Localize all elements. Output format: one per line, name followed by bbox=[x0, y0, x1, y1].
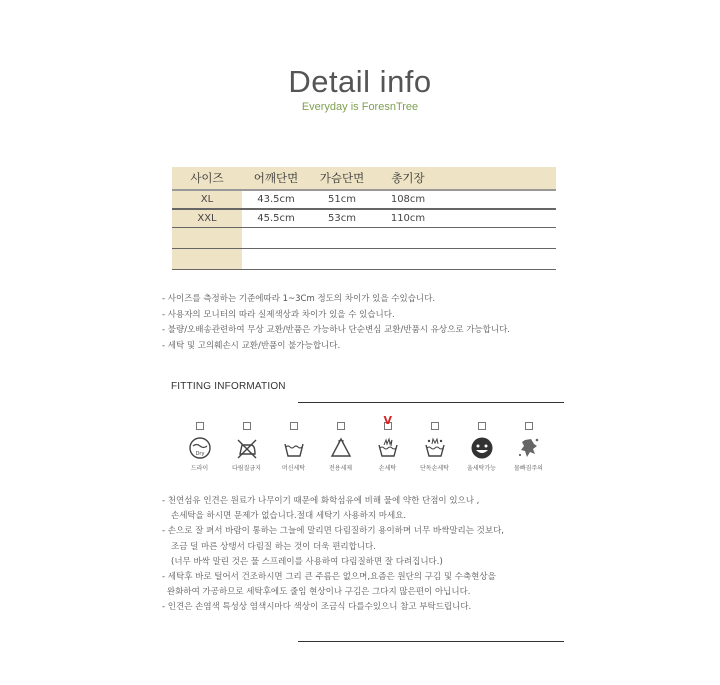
special-detergent-icon bbox=[328, 436, 354, 460]
page-title: Detail info bbox=[288, 64, 432, 99]
checkbox[interactable] bbox=[290, 422, 298, 430]
care-note-line: 완화하여 가공하므로 세탁후에도 줄임 현상이나 구김은 그다지 많은편이 아닙니다. bbox=[167, 587, 471, 598]
cell-chest: 53cm bbox=[328, 213, 356, 224]
care-icons bbox=[176, 414, 552, 472]
care-label: 전용세제 bbox=[328, 465, 353, 472]
divider bbox=[298, 641, 564, 642]
check-mark: V bbox=[383, 414, 393, 427]
care-note-line: 손세탁을 하시면 문제가 없습니다.절대 세탁기 사용하지 마세요. bbox=[171, 511, 407, 522]
care-item-separate-wash bbox=[411, 422, 458, 472]
care-label: 울세탁가능 bbox=[467, 465, 496, 472]
care-label: 손세탁 bbox=[378, 465, 397, 472]
cell-length: 110cm bbox=[390, 213, 426, 224]
cell-length: 108cm bbox=[390, 194, 426, 205]
care-item-no-iron bbox=[223, 422, 270, 472]
care-item-color-bleed bbox=[505, 422, 552, 472]
separate-hand-wash-icon bbox=[422, 436, 448, 460]
checkbox[interactable] bbox=[431, 422, 439, 430]
cell-size bbox=[172, 249, 242, 269]
care-label: 단독손세탁 bbox=[420, 465, 449, 472]
header-size: 사이즈 bbox=[190, 171, 224, 185]
care-item-machine-wash bbox=[270, 422, 317, 472]
care-note-line: - 세탁후 바로 털어서 건조하시면 그리 큰 주름은 없으며,요즘은 원단의 구김 및 수축현상을 bbox=[162, 572, 496, 583]
machine-wash-icon bbox=[281, 436, 307, 460]
note-line: - 사용자의 모니터의 따라 실제색상과 차이가 있을 수 있습니다. bbox=[162, 309, 395, 320]
care-notes bbox=[162, 494, 504, 616]
care-item-wool-wash bbox=[458, 422, 505, 472]
care-item-hand-wash bbox=[364, 414, 411, 472]
page-subtitle: Everyday is ForesnTree bbox=[301, 101, 419, 113]
cell-shoulder: 45.5cm bbox=[257, 213, 295, 224]
size-notes bbox=[162, 292, 510, 354]
divider bbox=[298, 402, 564, 403]
svg-text:Dry: Dry bbox=[195, 451, 204, 457]
checkbox[interactable] bbox=[525, 422, 533, 430]
care-label: 물빠짐주의 bbox=[514, 465, 543, 472]
note-line: - 사이즈를 측정하는 기준에따라 1~3Cm 정도의 차이가 있을 수있습니다. bbox=[162, 294, 436, 304]
no-iron-icon bbox=[234, 436, 260, 460]
checkbox[interactable] bbox=[478, 422, 486, 430]
note-line: - 불량/오배송관련하여 무상 교환/반품은 가능하나 단순변심 교환/반품시 유상으로 가능합니다. bbox=[162, 325, 510, 335]
hand-wash-icon bbox=[375, 436, 401, 460]
care-label: 머신세탁 bbox=[281, 465, 306, 472]
wool-wash-icon bbox=[469, 436, 495, 460]
care-note-line: 조금 덜 마른 상탱서 다림질 하는 것이 더욱 편리합니다. bbox=[171, 541, 376, 552]
color-bleed-icon bbox=[516, 436, 542, 460]
care-note-line: (너무 바싹 말린 것은 물 스프레이를 사용하여 다림질하면 잘 다려집니다.) bbox=[171, 556, 443, 567]
checkbox[interactable] bbox=[243, 422, 251, 430]
care-note-line: - 손으로 잘 펴서 바람이 통하는 그늘에 말리면 다림질하기 용이하며 너무 바싹말리는 것보다, bbox=[162, 526, 505, 537]
cell-size: XXL bbox=[172, 210, 242, 227]
table-row bbox=[172, 191, 556, 210]
note-line: - 세탁 및 고의훼손시 교환/반품이 불가능합니다. bbox=[162, 340, 341, 351]
cell-shoulder: 43.5cm bbox=[257, 194, 295, 205]
care-note-line: - 천연섬유 인견은 원료가 나무이기 때문에 화학섬유에 비해 물에 약한 단점이 있으나 , bbox=[162, 496, 480, 506]
size-table-header bbox=[172, 167, 556, 191]
table-row bbox=[172, 249, 556, 270]
size-table bbox=[172, 167, 556, 270]
checkbox[interactable] bbox=[196, 422, 204, 430]
care-item-dry bbox=[176, 422, 223, 472]
table-row bbox=[172, 210, 556, 228]
cell-size: XL bbox=[172, 191, 242, 208]
dry-clean-icon bbox=[187, 436, 213, 460]
fitting-title: FITTING INFORMATION bbox=[171, 381, 286, 392]
header-length: 총기장 bbox=[391, 171, 425, 185]
cell-chest: 51cm bbox=[328, 194, 356, 205]
cell-size bbox=[172, 228, 242, 248]
care-label: 다림질금지 bbox=[232, 465, 261, 472]
care-note-line: - 인견은 손염색 특성상 염색시마다 색상이 조금식 다를수있으니 참고 부탁드립니다. bbox=[162, 602, 472, 613]
table-row bbox=[172, 228, 556, 249]
checkbox[interactable] bbox=[383, 414, 393, 430]
header-chest: 가슴단면 bbox=[319, 171, 365, 185]
header-shoulder: 어깨단면 bbox=[253, 171, 299, 185]
care-item-detergent bbox=[317, 422, 364, 472]
care-label: 드라이 bbox=[190, 465, 209, 472]
checkbox[interactable] bbox=[337, 422, 345, 430]
